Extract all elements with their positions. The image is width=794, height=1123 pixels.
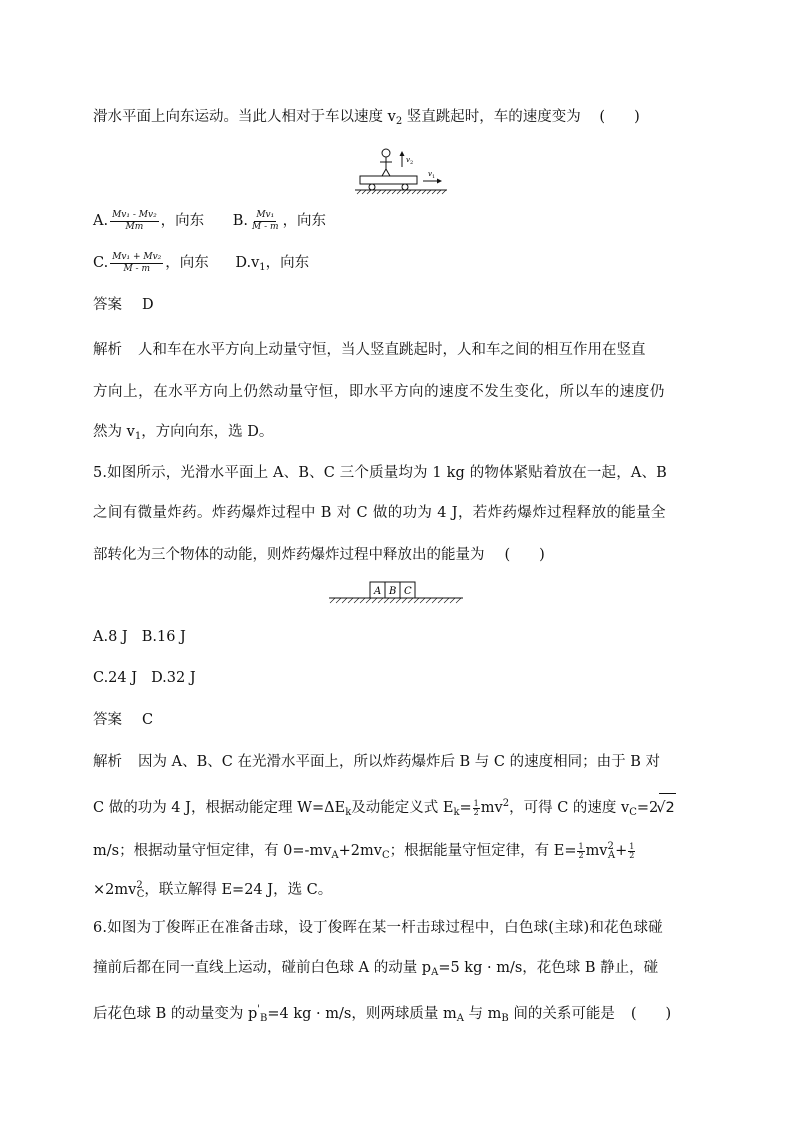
option-c-fraction — [110, 252, 163, 275]
analysis-subscript: 1 — [134, 431, 142, 442]
q5-option-a[interactable]: A.8 J — [93, 629, 128, 645]
plus-sign: + — [615, 843, 628, 859]
sqrt-radicand: 2 — [665, 800, 675, 816]
analysis-text-2: +2mv — [338, 843, 382, 859]
block-c-label: C — [404, 586, 412, 597]
mv-text: mv — [585, 843, 608, 859]
q5-blocks-figure — [327, 579, 465, 607]
subscript-c: C — [136, 889, 145, 900]
q5-analysis-line-3 — [93, 833, 636, 861]
q6-stem-line-3 — [93, 1000, 671, 1029]
answer-label: 答案 — [93, 297, 122, 313]
q4-cart-figure — [355, 145, 447, 197]
q5-options-row-2 — [93, 668, 196, 688]
q5-analysis-line-1 — [93, 752, 700, 772]
analysis-text: ×2mv — [93, 882, 137, 898]
q5-option-c[interactable]: C.24 J — [93, 670, 138, 686]
fig-v2-subscript: 2 — [410, 160, 414, 166]
subscript-a: A — [607, 850, 616, 861]
q5-stem-line-2: 之间有微量炸药。炸药爆炸过程中 B 对 C 做的功为 4 J，若炸药爆炸过程释放的能量全 — [93, 505, 666, 521]
option-d-label: D.v — [235, 255, 260, 271]
option-a-fraction — [110, 210, 159, 233]
q4-option-a[interactable] — [93, 209, 209, 232]
option-b-label: B. — [232, 213, 249, 229]
q4-stem-text: 滑水平面上向东运动。当此人相对于车以速度 v — [93, 109, 396, 125]
q4-option-b[interactable] — [232, 209, 327, 232]
half-numerator: 1 — [473, 798, 479, 808]
q4-option-c[interactable] — [93, 251, 213, 274]
q4-analysis-line-2: 方向上，在水平方向上仍然动量守恒，即水平方向的速度不发生变化，所以车的速度仍 — [93, 384, 665, 400]
q6-stem-text-3: 与 m — [463, 1006, 502, 1022]
q4-option-d[interactable] — [235, 255, 309, 271]
answer-value: C — [142, 712, 154, 728]
option-b-fraction — [250, 210, 281, 233]
sqrt-symbol: √2 — [659, 793, 675, 822]
fig-v1-label: v — [428, 170, 432, 178]
analysis-label: 解析 — [93, 754, 122, 770]
half-denominator: 2 — [578, 850, 584, 860]
q6-stem-text-2: =4 kg · m/s，则两球质量 m — [267, 1006, 457, 1022]
q6-answer-paren: ( ) — [630, 1006, 672, 1022]
q6-stem-text: 撞前后都在同一直线上运动，碰前白色球 A 的动量 p — [93, 960, 432, 976]
option-a-tail: ，向东 — [160, 213, 205, 229]
q5-stem-line-3 — [93, 545, 545, 565]
unit-text: m/s — [93, 843, 120, 859]
q5-option-d[interactable]: D.32 J — [151, 670, 196, 686]
q5-answer — [93, 710, 153, 730]
q4-options-row-1 — [93, 208, 326, 234]
analysis-text-3: ，可得 C 的速度 v — [509, 800, 630, 816]
half-numerator: 1 — [629, 841, 635, 851]
subscript-a: A — [456, 1013, 464, 1024]
option-a-denominator: Mm — [125, 221, 144, 232]
option-c-numerator: Mv₁ + Mv₂ — [112, 251, 162, 262]
q4-stem-subscript: 2 — [395, 116, 403, 127]
analysis-text: C 做的功为 4 J，根据动能定理 W=ΔE — [93, 800, 346, 816]
half-numerator: 1 — [578, 841, 584, 851]
analysis-text: 人和车在水平方向上动量守恒，当人竖直跳起时，人和车之间的相互作用在竖直 — [138, 342, 646, 358]
option-a-numerator: Mv₁ - Mv₂ — [112, 209, 157, 220]
subscript-k: k — [453, 807, 460, 818]
prime-mark: ' — [257, 1004, 261, 1015]
analysis-text-2: 及动能定义式 E — [351, 800, 454, 816]
subscript-a: A — [331, 850, 339, 861]
q4-answer — [93, 295, 154, 315]
option-d-subscript: 1 — [259, 262, 266, 273]
q4-analysis-line-1 — [93, 340, 700, 360]
option-c-denominator: M - m — [123, 263, 150, 274]
q6-stem-text-4: 间的关系可能是 — [508, 1006, 615, 1022]
subscript-c: C — [629, 807, 637, 818]
analysis-label: 解析 — [93, 342, 122, 358]
analysis-text: ；根据动量守恒定律，有 0=-mv — [119, 843, 332, 859]
option-c-label: C. — [93, 255, 109, 271]
equals-sign: = — [459, 800, 472, 816]
answer-label: 答案 — [93, 712, 122, 728]
analysis-text: 然为 v — [93, 424, 135, 440]
analysis-text-3: ；根据能量守恒定律，有 E= — [389, 843, 577, 859]
subscript-c: C — [381, 850, 390, 861]
superscript-2: 2 — [502, 798, 510, 809]
superscript-2: 2 — [136, 880, 143, 891]
option-d-tail: ，向东 — [265, 255, 310, 271]
analysis-text: 因为 A、B、C 在光滑水平面上，所以炸药爆炸后 B 与 C 的速度相同；由于 B 对 — [138, 754, 660, 770]
superscript-2: 2 — [607, 841, 614, 852]
option-b-denominator: M - m — [252, 221, 279, 232]
option-c-tail: ，向东 — [165, 255, 209, 271]
q6-stem-text-2: =5 kg · m/s，花色球 B 静止，碰 — [438, 960, 659, 976]
half-fraction — [577, 843, 584, 860]
subscript-a: A — [431, 967, 439, 978]
subscript-b: B — [260, 1013, 268, 1024]
subscript-b: B — [501, 1013, 509, 1024]
option-a-label: A. — [93, 213, 109, 229]
value-text: =2 — [636, 800, 659, 816]
q6-stem-text: 后花色球 B 的动量变为 p — [93, 1006, 258, 1022]
fig-v1-subscript: 1 — [432, 174, 436, 180]
q6-stem-line-2 — [93, 958, 658, 983]
q5-analysis-line-2 — [93, 790, 676, 818]
q5-stem-text: 部转化为三个物体的动能，则炸药爆炸过程中释放出的能量为 — [93, 547, 485, 563]
q5-option-b[interactable]: B.16 J — [141, 629, 186, 645]
subscript-k: k — [345, 807, 352, 818]
analysis-text-2: ，方向向东，选 D。 — [141, 424, 274, 440]
option-b-tail: ，向东 — [282, 213, 327, 229]
q4-answer-paren: ( ) — [599, 109, 640, 125]
block-a-label: A — [374, 586, 382, 597]
block-b-label: B — [389, 586, 397, 597]
half-fraction — [473, 800, 480, 817]
q4-stem-text-2: 竖直跳起时，车的速度变为 — [402, 109, 581, 125]
answer-value: D — [142, 297, 154, 313]
fig-v2-label: v — [406, 156, 410, 164]
q4-options-row-2 — [93, 250, 309, 276]
analysis-text-2: ，联立解得 E=24 J，选 C。 — [144, 882, 333, 898]
q4-stem — [93, 107, 640, 132]
option-b-numerator: Mv₁ — [256, 209, 275, 220]
half-denominator: 2 — [629, 850, 635, 860]
q4-analysis-line-3 — [93, 422, 273, 447]
q5-answer-paren: ( ) — [504, 547, 545, 563]
q5-stem-line-1: 5.如图所示，光滑水平面上 A、B、C 三个质量均为 1 kg 的物体紧贴着放在一起，A、B — [93, 465, 667, 481]
half-denominator: 2 — [473, 807, 479, 817]
mv-text: mv — [480, 800, 503, 816]
half-fraction — [628, 843, 635, 860]
q5-options-row-1 — [93, 627, 186, 647]
q5-analysis-line-4 — [93, 876, 332, 905]
q6-stem-line-1: 6.如图为丁俊晖正在准备击球，设丁俊晖在某一杆击球过程中，白色球(主球)和花色球碰 — [93, 920, 663, 936]
